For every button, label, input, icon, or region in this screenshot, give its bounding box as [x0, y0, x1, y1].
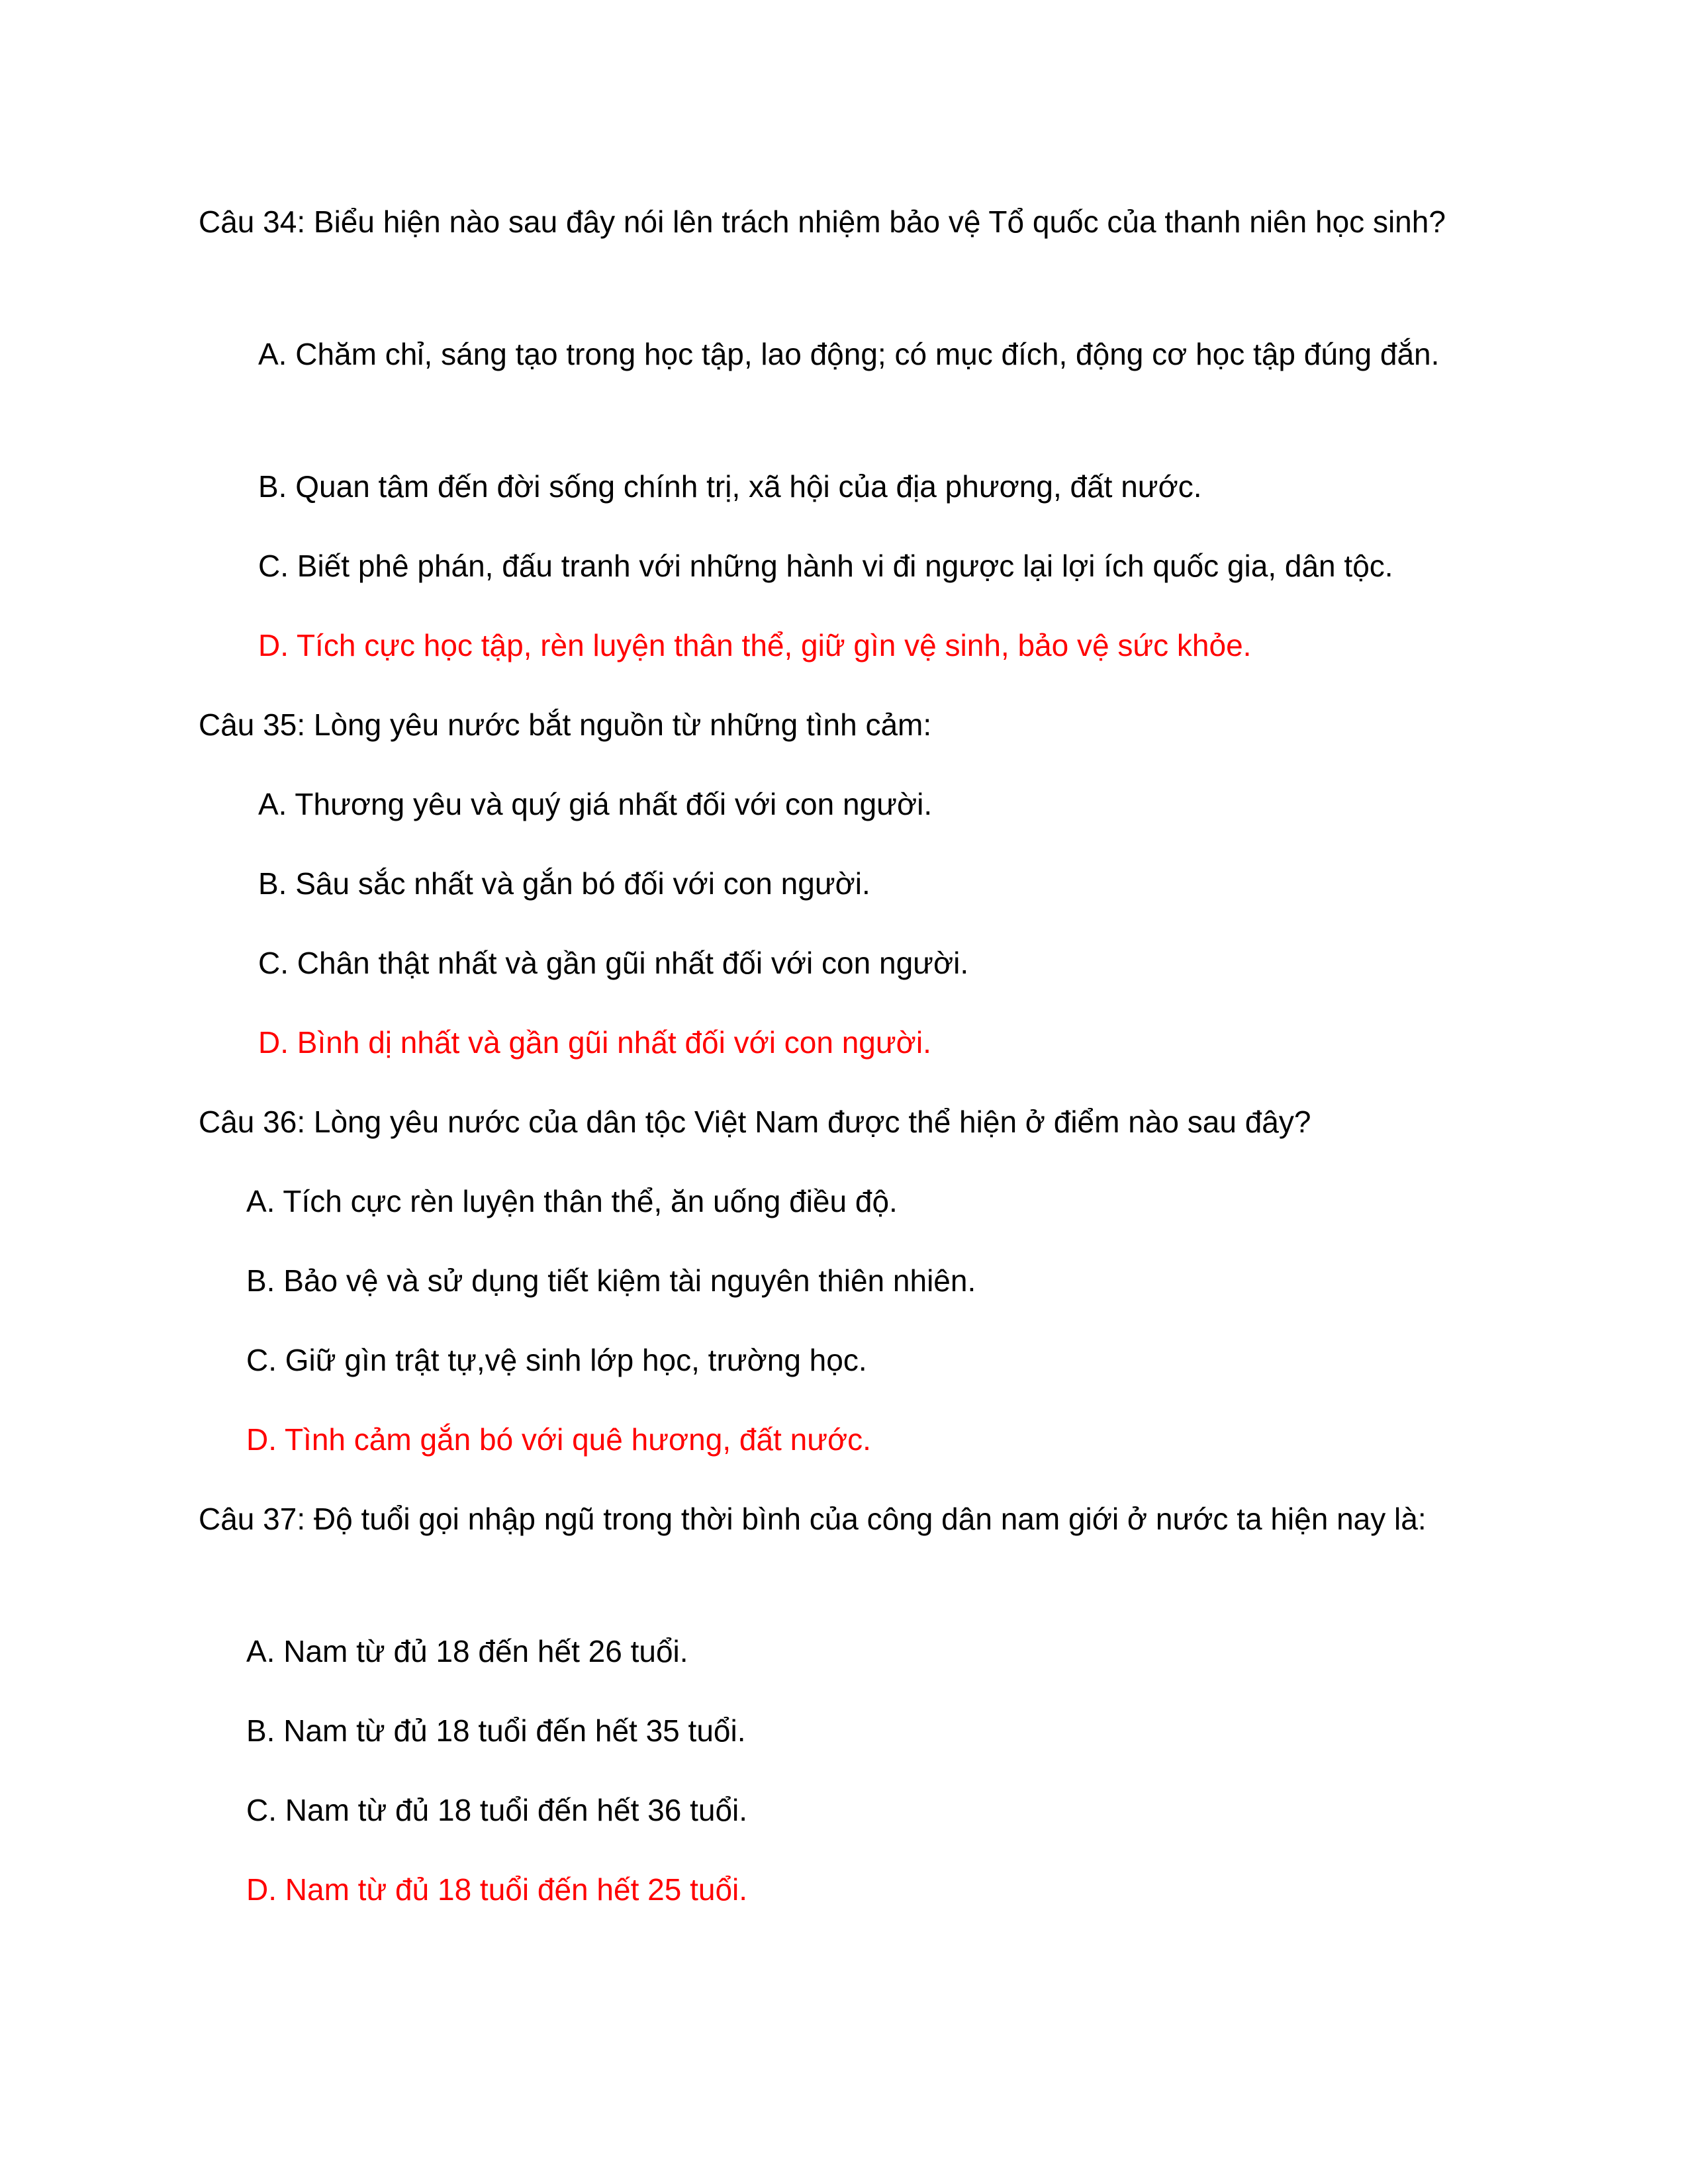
question-35-option-d-answer: D. Bình dị nhất và gần gũi nhất đối với con người.: [258, 1025, 931, 1060]
question-34-option-c: C. Biết phê phán, đấu tranh với những hành vi đi ngược lại lợi ích quốc gia, dân tộc.: [258, 549, 1393, 583]
question-35-option-c: C. Chân thật nhất và gần gũi nhất đối với con người.: [258, 946, 969, 980]
question-37-option-d-answer: D. Nam từ đủ 18 tuổi đến hết 25 tuổi.: [246, 1872, 748, 1907]
question-37-option-b: B. Nam từ đủ 18 tuổi đến hết 35 tuổi.: [246, 1713, 746, 1748]
question-37-stem: Câu 37: Độ tuổi gọi nhập ngũ trong thời bình của công dân nam giới ở nước ta hiện nay là:: [199, 1502, 1427, 1536]
question-35-option-b: B. Sâu sắc nhất và gắn bó đối với con người.: [258, 866, 870, 901]
question-37-option-a: A. Nam từ đủ 18 đến hết 26 tuổi.: [246, 1634, 688, 1668]
question-36-stem: Câu 36: Lòng yêu nước của dân tộc Việt Nam được thể hiện ở điểm nào sau đây?: [199, 1105, 1311, 1139]
question-35-stem: Câu 35: Lòng yêu nước bắt nguồn từ những tình cảm:: [199, 707, 932, 742]
question-34-option-d-answer: D. Tích cực học tập, rèn luyện thân thể, giữ gìn vệ sinh, bảo vệ sức khỏe.: [258, 628, 1252, 662]
question-36-option-b: B. Bảo vệ và sử dụng tiết kiệm tài nguyên thiên nhiên.: [246, 1263, 976, 1298]
question-36-option-c: C. Giữ gìn trật tự,vệ sinh lớp học, trường học.: [246, 1343, 867, 1377]
question-36-option-d-answer: D. Tình cảm gắn bó với quê hương, đất nước.: [246, 1422, 871, 1457]
question-34-option-b: B. Quan tâm đến đời sống chính trị, xã hội của địa phương, đất nước.: [258, 469, 1202, 504]
question-34-option-a: A. Chăm chỉ, sáng tạo trong học tập, lao động; có mục đích, động cơ học tập đúng đắn.: [258, 337, 1440, 371]
question-34-stem: Câu 34: Biểu hiện nào sau đây nói lên trách nhiệm bảo vệ Tổ quốc của thanh niên học sinh?: [199, 205, 1446, 239]
question-35-option-a: A. Thương yêu và quý giá nhất đối với con người.: [258, 787, 933, 821]
question-37-option-c: C. Nam từ đủ 18 tuổi đến hết 36 tuổi.: [246, 1793, 748, 1827]
question-36-option-a: A. Tích cực rèn luyện thân thể, ăn uống điều độ.: [246, 1184, 898, 1218]
